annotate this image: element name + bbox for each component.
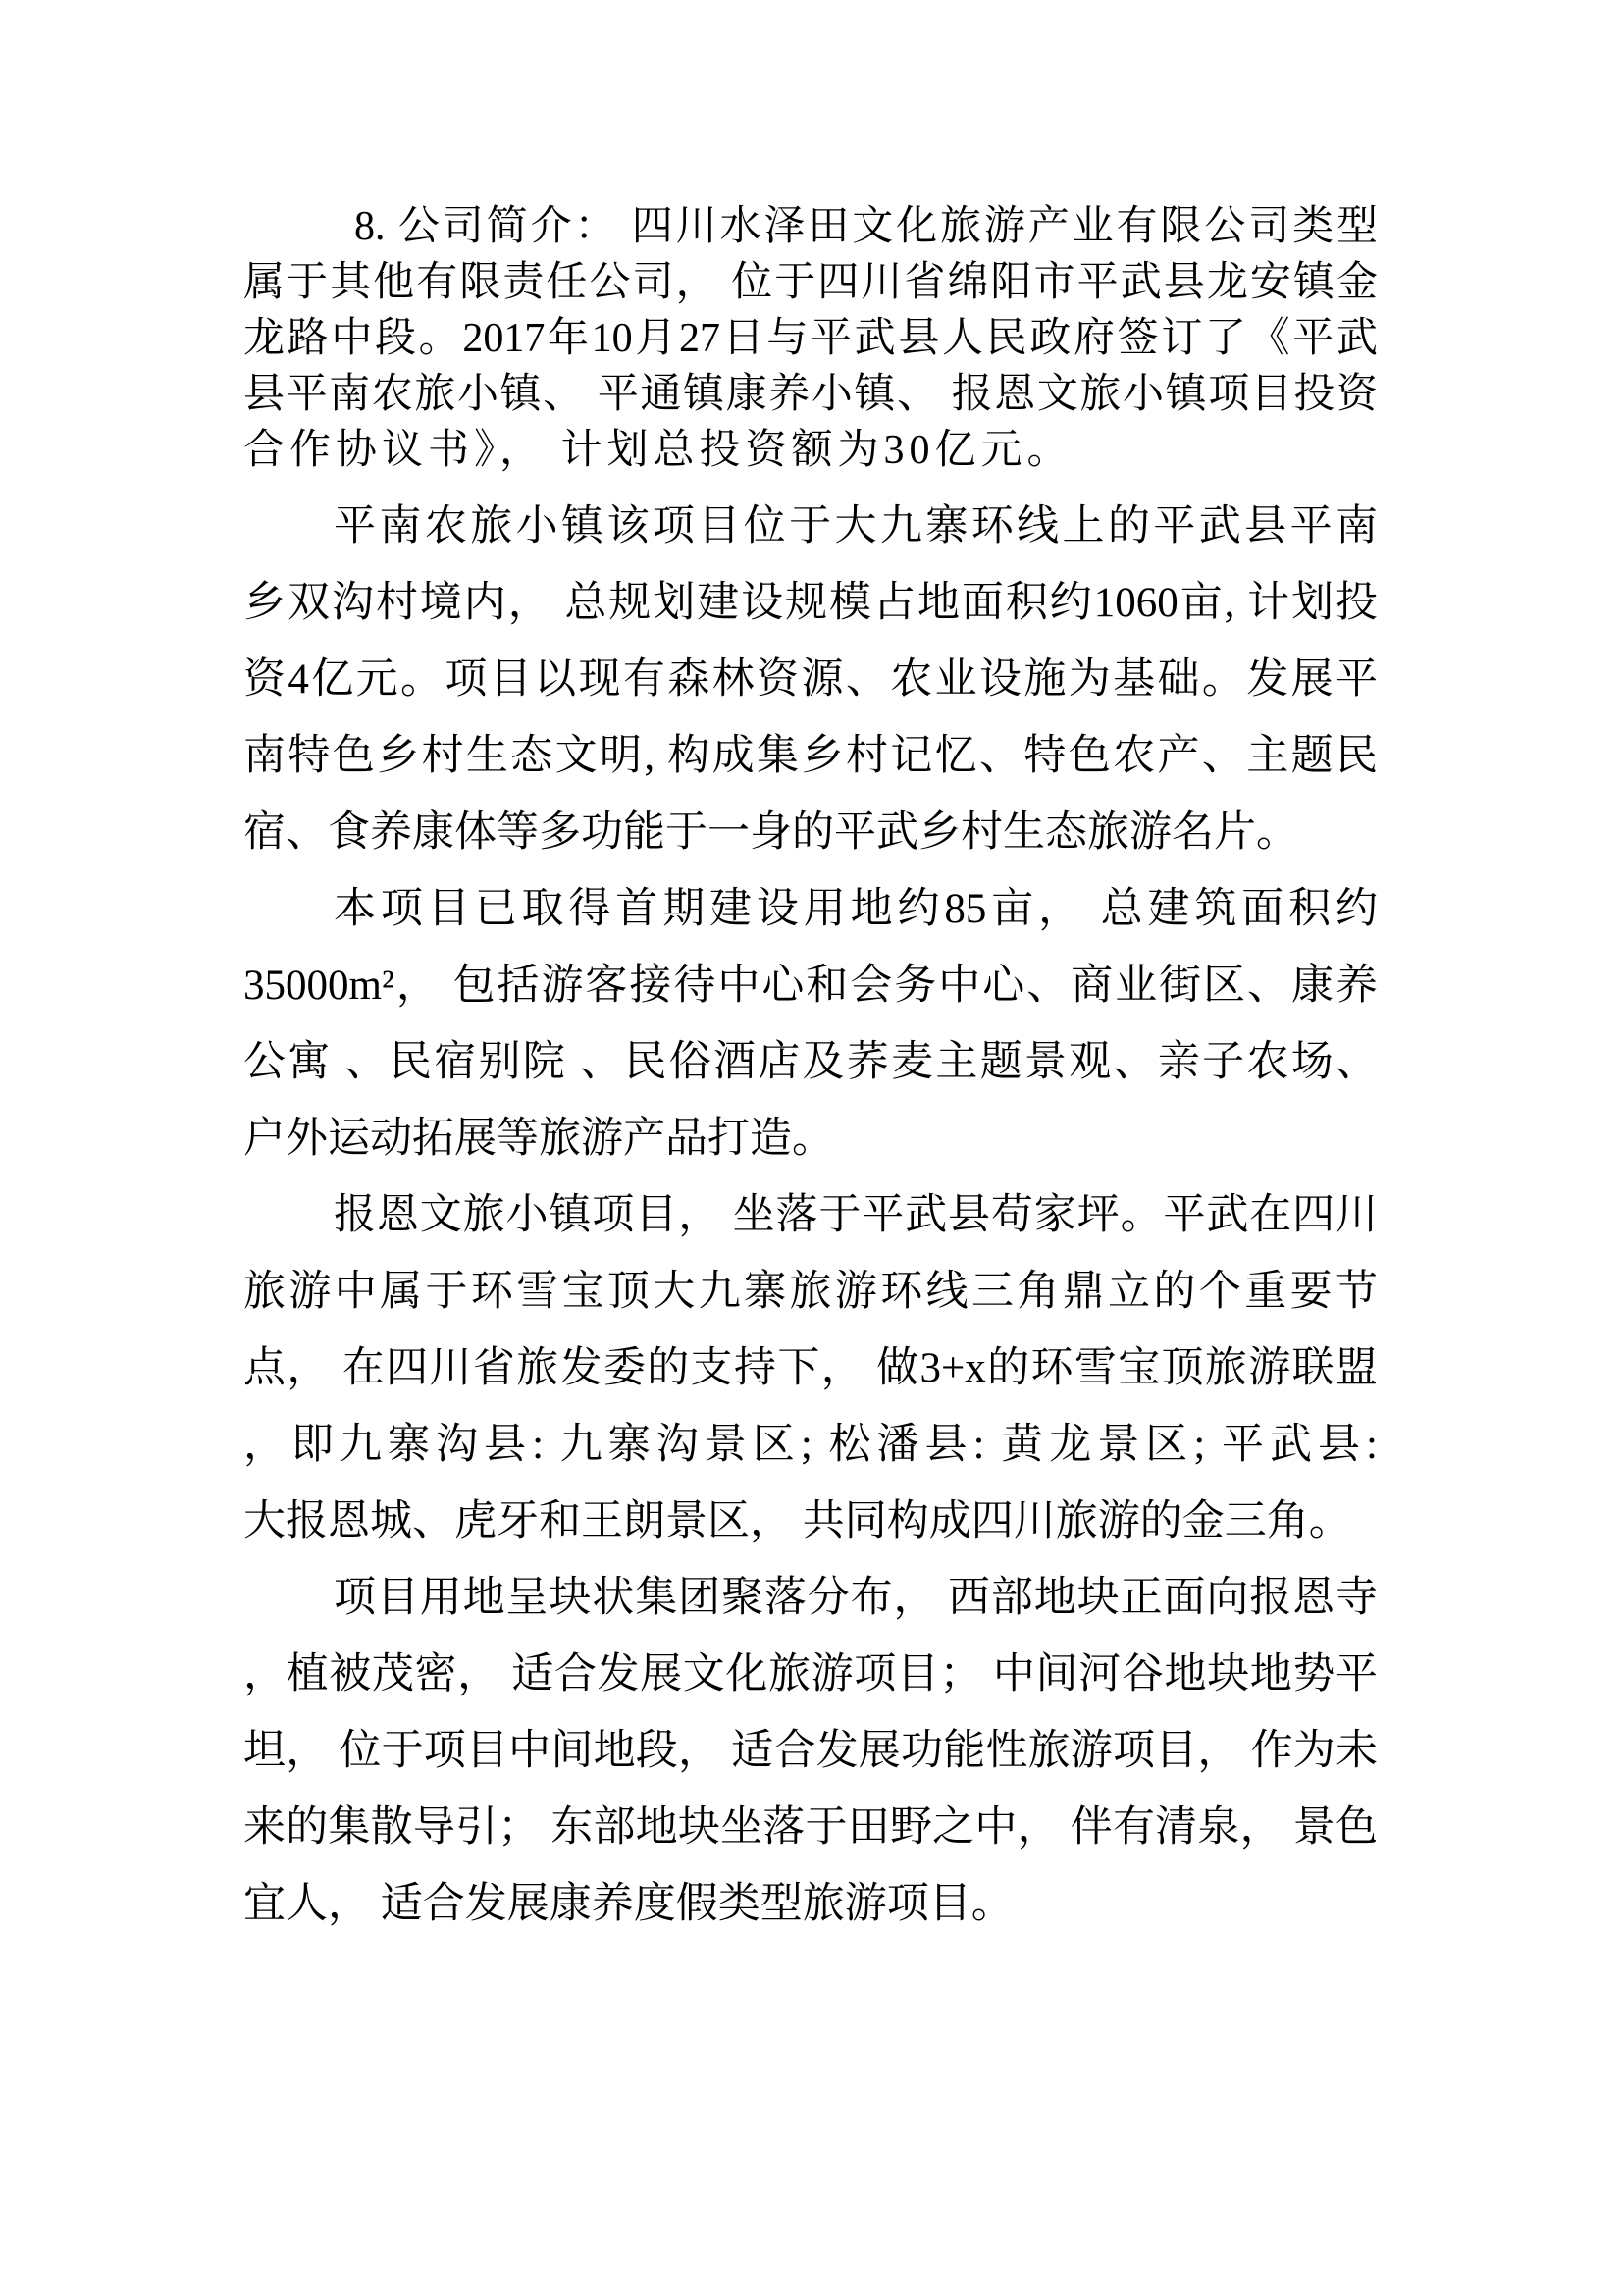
text-line: 宿、食养康体等多功能于一身的平武乡村生态旅游名片。 — [243, 809, 1298, 856]
paragraph-company-profile — [243, 199, 1378, 479]
text-line: 大报恩城、虎牙和王朗景区， 共同构成四川旅游的金三角。 — [243, 1498, 1351, 1544]
body-text — [243, 199, 1378, 1943]
text-line: 坦， 位于项目中间地段， 适合发展功能性旅游项目， 作为未 — [243, 1728, 1378, 1774]
paragraph-pingnan-project — [243, 489, 1378, 871]
text-line: 资4亿元。项目以现有森林资源、农业设施为基础。发展平 — [243, 656, 1378, 703]
text-line: 报恩文旅小镇项目， 坐落于平武县苟家坪。平武在四川 — [334, 1192, 1378, 1238]
text-line: 南特色乡村生态文明, 构成集乡村记忆、特色农产、主题民 — [243, 733, 1378, 779]
text-line: ，植被茂密， 适合发展文化旅游项目； 中间河谷地块地势平 — [243, 1651, 1378, 1697]
text-line: 宜人， 适合发展康养度假类型旅游项目。 — [243, 1881, 1014, 1927]
text-line: ，即九寨沟县: 九寨沟景区; 松潘县: 黄龙景区; 平武县: — [243, 1422, 1378, 1468]
text-line: 户外运动拓展等旅游产品打造。 — [243, 1116, 834, 1162]
text-line: 属于其他有限责任公司， 位于四川省绵阳市平武县龙安镇金 — [243, 260, 1378, 305]
text-line: 点， 在四川省旅发委的支持下， 做3+x的环雪宝顶旅游联盟 — [243, 1345, 1378, 1391]
text-line: 合作协议书》， 计划总投资额为30亿元。 — [243, 428, 1074, 473]
text-line: 来的集散导引； 东部地块坐落于田野之中， 伴有清泉， 景色 — [243, 1804, 1378, 1851]
text-line: 县平南农旅小镇、 平通镇康养小镇、 报恩文旅小镇项目投资 — [243, 372, 1378, 417]
text-line: 乡双沟村境内， 总规划建设规模占地面积约1060亩, 计划投 — [243, 580, 1378, 626]
text-line: 龙路中段。2017年10月27日与平武县人民政府签订了《平武 — [243, 316, 1378, 361]
text-line: 项目用地呈块状集团聚落分布， 西部地块正面向报恩寺 — [334, 1575, 1378, 1621]
text-line: 8. 公司简介： 四川水泽田文化旅游产业有限公司类型 — [354, 204, 1378, 249]
text-line: 公寓 、民宿别院 、民俗酒店及荞麦主题景观、亲子农场、 — [243, 1039, 1378, 1085]
paragraph-first-phase-land — [243, 871, 1378, 1177]
paragraph-baoen-project — [243, 1177, 1378, 1560]
text-line: 35000m²， 包括游客接待中心和会务中心、商业街区、康养 — [243, 963, 1378, 1009]
paragraph-project-land-layout — [243, 1560, 1378, 1943]
text-line: 平南农旅小镇该项目位于大九寨环线上的平武县平南 — [334, 503, 1378, 549]
text-line: 旅游中属于环雪宝顶大九寨旅游环线三角鼎立的个重要节 — [243, 1269, 1378, 1315]
text-line: 本项目已取得首期建设用地约85亩， 总建筑面积约 — [334, 886, 1378, 932]
